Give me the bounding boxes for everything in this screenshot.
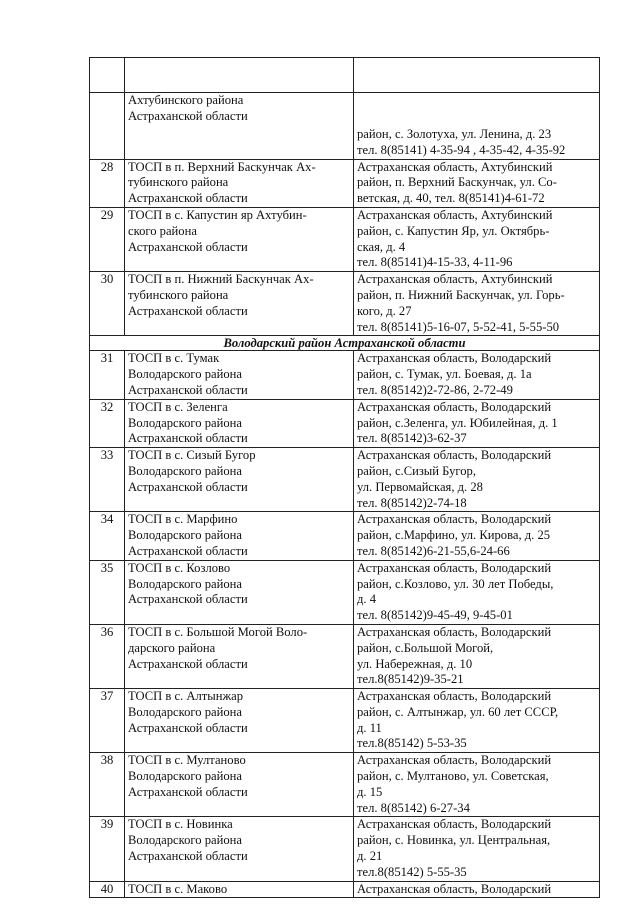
name-line: Ахтубинского района [128,93,244,107]
table-row [90,207,600,271]
name-line: ТОСП в п. Нижний Баскунчак Ах- [128,272,314,287]
name-line: тубинского района [128,175,229,190]
row-name [125,207,354,271]
address-line: район, с.Сизый Бугор, [357,463,476,478]
row-name [125,753,354,817]
row-name [125,560,354,624]
section-header-row [90,336,600,351]
row-number [90,58,125,93]
address-line: район, с.Зеленга, ул. Юбилейная, д. 1 [357,415,558,430]
address-line: тел. 8(85142)2-74-18 [357,495,467,510]
row-name [125,159,354,207]
name-line: Володарского района [128,415,242,430]
row-number: 28 [90,159,125,207]
table-row-continued [90,93,600,160]
row-address [354,207,600,271]
table-body [90,58,600,898]
address-line: район, с.Козлово, ул. 30 лет Победы, [357,576,554,591]
row-address [354,448,600,512]
name-line: Астраханской области [128,784,248,799]
row-address [354,159,600,207]
address-line: тел.8(85142) 5-55-35 [357,864,467,879]
address-line: д. 4 [357,592,377,607]
address-line: тел. 8(85142)2-72-86, 2-72-49 [357,382,513,397]
row-address [354,881,600,898]
address-line: тел. 8(85141)5-16-07, 5-52-41, 5-55-50 [357,319,560,334]
address-line: ская, д. 4 [357,239,406,254]
name-line: ТОСП в с. Алтынжар [128,689,244,704]
table-row [90,881,600,898]
row-name [125,512,354,560]
name-line: Астраханской области [128,656,248,671]
address-line: район, п. Нижний Баскунчак, ул. Горь- [357,287,565,302]
name-line: Астраханской области [128,431,248,446]
name-line: Астраханской области [128,191,248,206]
address-line: тел. 8(85142)3-62-37 [357,431,467,446]
row-name [125,58,354,93]
address-line: ул. Первомайская, д. 28 [357,479,483,494]
name-line: Володарского района [128,528,242,543]
row-number [90,93,125,160]
row-address [354,560,600,624]
name-line: ТОСП в с. Козлово [128,560,231,575]
address-line: тел. 8(85141) 4-35-94 , 4-35-42, 4-35-92 [357,142,566,157]
row-address [354,58,600,93]
name-line: ТОСП в п. Верхний Баскунчак Ах- [128,159,316,174]
table-row [90,399,600,447]
row-number: 35 [90,560,125,624]
row-number: 32 [90,399,125,447]
row-address [354,689,600,753]
table-row [90,512,600,560]
name-line: ского района [128,223,197,238]
name-line: Астраханской области [128,382,248,397]
name-line: Володарского района [128,367,242,382]
name-line: ТОСП в с. Сизый Бугор [128,448,256,463]
name-line: ТОСП в с. Маково [128,881,228,896]
table-row [90,351,600,399]
address-line: Астраханская область, Ахтубинский [357,207,553,222]
row-number: 31 [90,351,125,399]
row-number: 39 [90,817,125,881]
row-name [125,881,354,898]
address-line: Астраханская область, Ахтубинский [357,159,553,174]
address-line: район, с. Тумак, ул. Боевая, д. 1а [357,367,532,382]
address-line: район, с. Капустин Яр, ул. Октябрь- [357,223,550,238]
row-number: 37 [90,689,125,753]
address-line: тел.8(85142)9-35-21 [357,672,464,687]
table-row [90,624,600,688]
address-line: ветская, д. 40, тел. 8(85141)4-61-72 [357,191,545,206]
table-row [90,689,600,753]
address-line: тел.8(85142) 5-53-35 [357,736,467,751]
name-line: Володарского района [128,576,242,591]
row-address [354,399,600,447]
address-line: Астраханская область, Володарский [357,624,552,639]
name-line: ТОСП в с. Новинка [128,817,233,832]
name-line: Астраханской области [128,592,248,607]
address-line: Астраханская область, Ахтубинский [357,272,553,287]
name-line: ТОСП в с. Капустин яр Ахтубин- [128,207,307,222]
address-line: тел. 8(85142) 6-27-34 [357,800,470,815]
address-line: д. 15 [357,784,383,799]
address-line: район, с. Алтынжар, ул. 60 лет СССР, [357,704,559,719]
address-line: район, с. Новинка, ул. Центральная, [357,833,551,848]
row-number: 40 [90,881,125,898]
address-line: район, п. Верхний Баскунчак, ул. Со- [357,175,557,190]
address-line: район, с.Марфино, ул. Кирова, д. 25 [357,528,551,543]
row-name [125,624,354,688]
address-line: Астраханская область, Володарский [357,512,552,527]
table-row [90,753,600,817]
row-address [354,753,600,817]
table-row [90,817,600,881]
row-name [125,399,354,447]
address-line: тел. 8(85142)9-45-49, 9-45-01 [357,608,513,623]
row-address [354,351,600,399]
name-line: ТОСП в с. Тумак [128,351,220,366]
address-line: ул. Набережная, д. 10 [357,656,473,671]
name-line: Астраханской области [128,479,248,494]
name-line: Астраханской области [128,849,248,864]
row-number: 33 [90,448,125,512]
row-name [125,448,354,512]
address-line: Астраханская область, Володарский [357,560,552,575]
address-line: Астраханская область, Володарский [357,351,552,366]
row-number: 34 [90,512,125,560]
row-address [354,93,600,160]
table-row [90,448,600,512]
address-line: д. 21 [357,849,383,864]
section-title: Володарский район Астраханской области [90,336,600,351]
row-number: 30 [90,272,125,336]
name-line: ТОСП в с. Марфино [128,512,238,527]
name-line: тубинского района [128,287,229,302]
address-line: тел. 8(85142)6-21-55,6-24-66 [357,543,510,558]
name-line: Володарского района [128,769,242,784]
name-line: Володарского района [128,704,242,719]
name-line: ТОСП в с. Зеленга [128,399,228,414]
address-line: Астраханская область, Володарский [357,753,552,768]
name-line: ТОСП в с. Большой Могой Воло- [128,624,308,639]
row-name [125,689,354,753]
name-line: ТОСП в с. Мултаново [128,753,246,768]
name-line: Астраханской области [128,543,248,558]
name-line: Астраханской области [128,720,248,735]
address-line: Астраханская область, Володарский [357,817,552,832]
name-line: Астраханской области [128,303,248,318]
address-line: Астраханская область, Володарский [357,881,552,896]
row-name [125,272,354,336]
tosp-table [89,57,600,898]
name-line: Астраханской области [128,239,248,254]
table-row [90,560,600,624]
row-name [125,93,354,160]
table-row-top [90,58,600,93]
table-row [90,272,600,336]
row-address [354,272,600,336]
row-address [354,624,600,688]
address-line: кого, д. 27 [357,303,412,318]
address-line: район, с. Мултаново, ул. Советская, [357,769,549,784]
row-name [125,817,354,881]
row-number: 29 [90,207,125,271]
address-line: Астраханская область, Володарский [357,399,552,414]
address-line: тел. 8(85141)4-15-33, 4-11-96 [357,255,513,270]
name-line: Астраханской области [128,108,248,123]
row-name [125,351,354,399]
table-row [90,159,600,207]
row-address [354,512,600,560]
name-line: Володарского района [128,463,242,478]
row-address [354,817,600,881]
row-number: 38 [90,753,125,817]
name-line: дарского района [128,640,216,655]
address-line: Астраханская область, Володарский [357,689,552,704]
name-line: Володарского района [128,833,242,848]
address-line: район, с.Большой Могой, [357,640,494,655]
address-line: Астраханская область, Володарский [357,448,552,463]
row-number: 36 [90,624,125,688]
address-line: район, с. Золотуха, ул. Ленина, д. 23 [357,127,552,141]
address-line: д. 11 [357,720,382,735]
